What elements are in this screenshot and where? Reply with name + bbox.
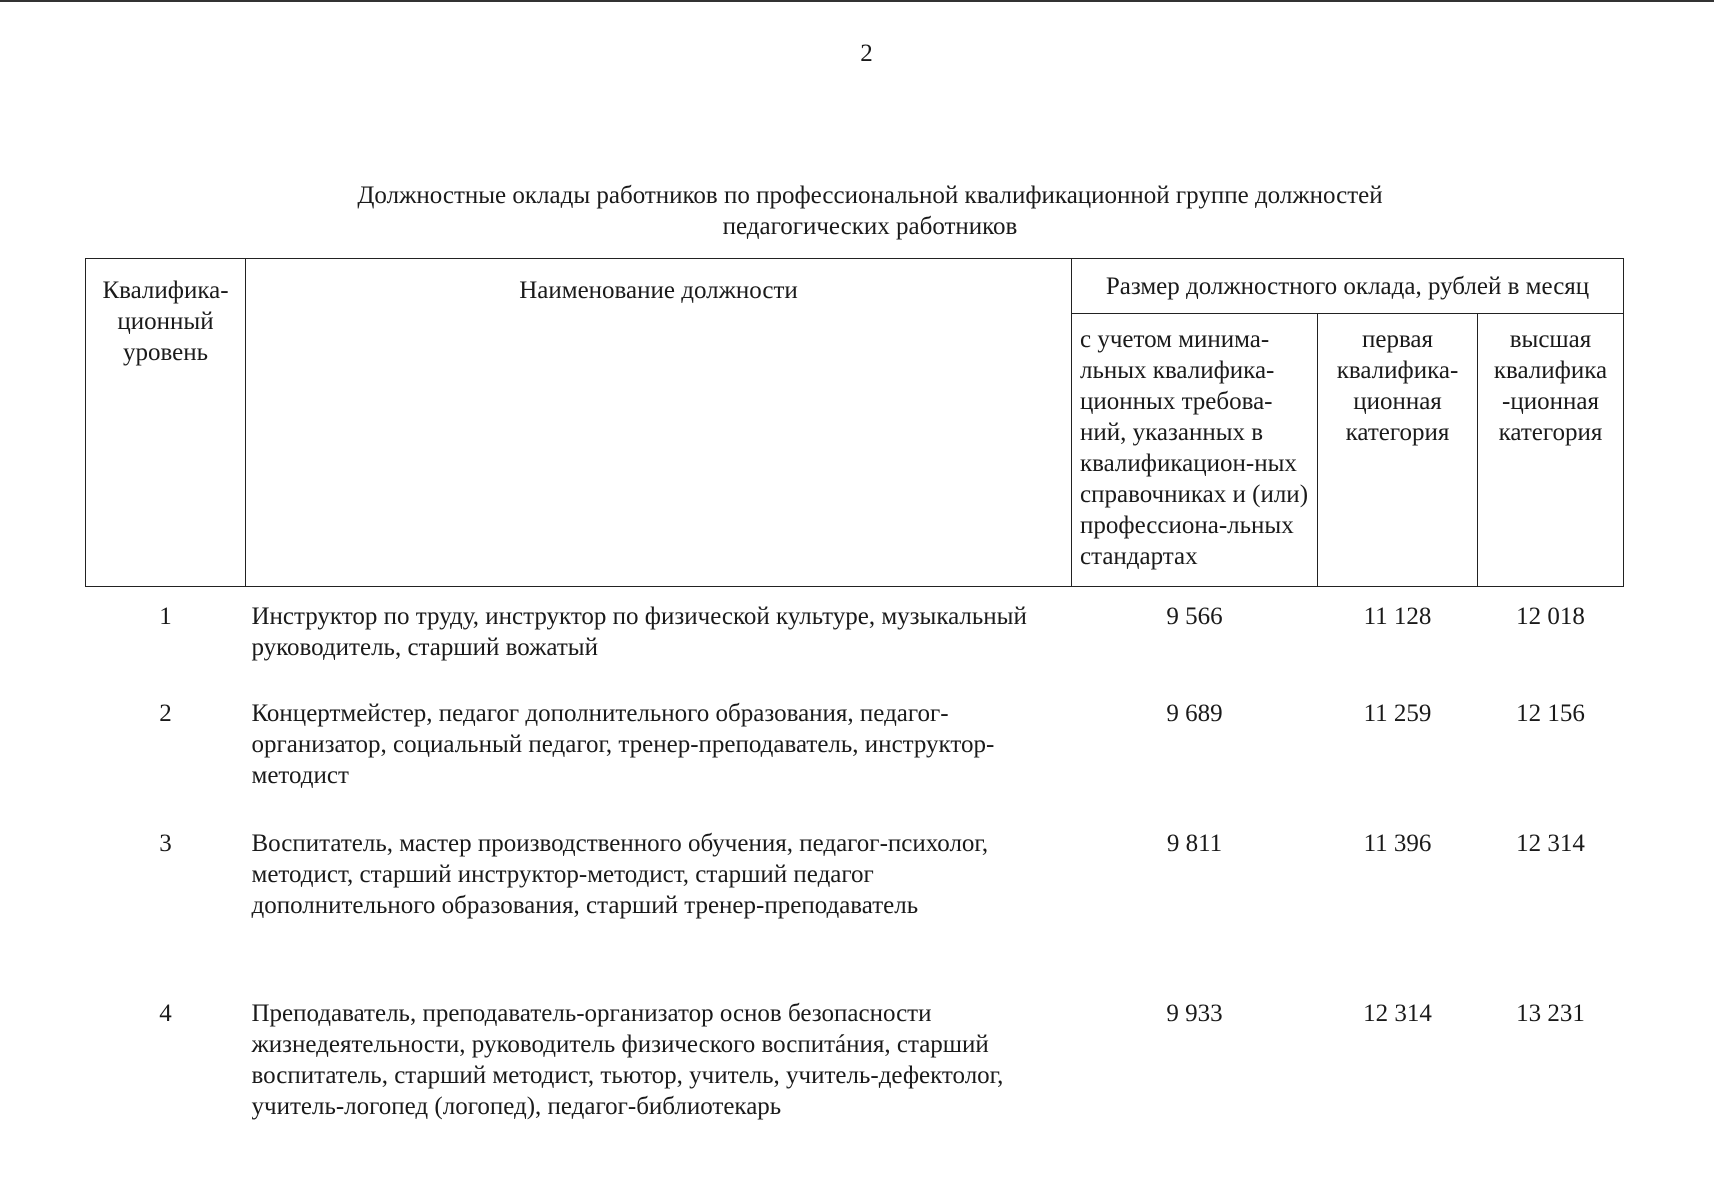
row-first-cat-salary: 11 259	[1363, 700, 1432, 727]
header-position-name: Наименование должности	[246, 259, 1072, 587]
salary-table	[85, 258, 1624, 1154]
row-position: Инструктор по труду, инструктор по физической культуре, музыкальный руководитель, старший вожатый	[251, 603, 1027, 661]
document-title-line-1: Должностные оклады работников по профессиональной квалификационной группе должностей	[357, 182, 1383, 209]
row-min-qual-salary: 9 811	[1166, 830, 1223, 857]
header-row-top	[86, 259, 1624, 314]
page-number: 2	[860, 40, 873, 67]
row-level: 2	[159, 700, 172, 727]
document-title-line-2: педагогических работников	[722, 213, 1018, 240]
row-highest-cat-salary: 12 314	[1516, 830, 1585, 857]
header-highest-category: высшая квалифика -ционная категория	[1478, 314, 1624, 587]
row-highest-cat-salary: 12 018	[1516, 603, 1585, 630]
header-first-category: первая квалифика-ционная категория	[1318, 314, 1478, 587]
table-row	[86, 587, 1624, 685]
row-min-qual-salary: 9 689	[1166, 700, 1223, 727]
document-title	[240, 180, 1500, 242]
row-level: 3	[159, 830, 172, 857]
row-position: Воспитатель, мастер производственного обучения, педагог-психолог, методист, старший инструктор-методист, старший педагог дополнительного образования, старший тренер-преподаватель	[251, 830, 989, 919]
header-salary-size: Размер должностного оклада, рублей в месяц	[1072, 259, 1624, 314]
row-highest-cat-salary: 12 156	[1516, 700, 1585, 727]
header-min-qualification: с учетом минима-льных квалифика-ционных требова-ний, указанных в квалификацион-ных справочниках и (или) профессиона-льных стандартах	[1072, 314, 1318, 587]
row-first-cat-salary: 11 128	[1363, 603, 1432, 630]
header-qualification-level: Квалифика-ционный уровень	[86, 259, 246, 587]
table-row	[86, 684, 1624, 814]
row-first-cat-salary: 12 314	[1363, 1000, 1432, 1027]
row-first-cat-salary: 11 396	[1363, 830, 1432, 857]
table-row	[86, 814, 1624, 984]
row-min-qual-salary: 9 933	[1166, 1000, 1223, 1027]
row-min-qual-salary: 9 566	[1166, 603, 1223, 630]
row-position: Концертмейстер, педагог дополнительного образования, педагог-организатор, социальный педагог, тренер-преподаватель, инструктор-методист	[251, 700, 995, 789]
table-row	[86, 984, 1624, 1154]
row-level: 1	[159, 603, 172, 630]
row-level: 4	[159, 1000, 172, 1027]
row-highest-cat-salary: 13 231	[1516, 1000, 1585, 1027]
row-position: Преподаватель, преподаватель-организатор основ безопасности жизнедеятельности, руководитель физического воспитáния, старший воспитатель, старший методист, тьютор, учитель, учитель-дефектолог, учитель-логопед (логопед), педагог-библиотекарь	[251, 1000, 1004, 1120]
page-top-edge	[0, 0, 1714, 2]
